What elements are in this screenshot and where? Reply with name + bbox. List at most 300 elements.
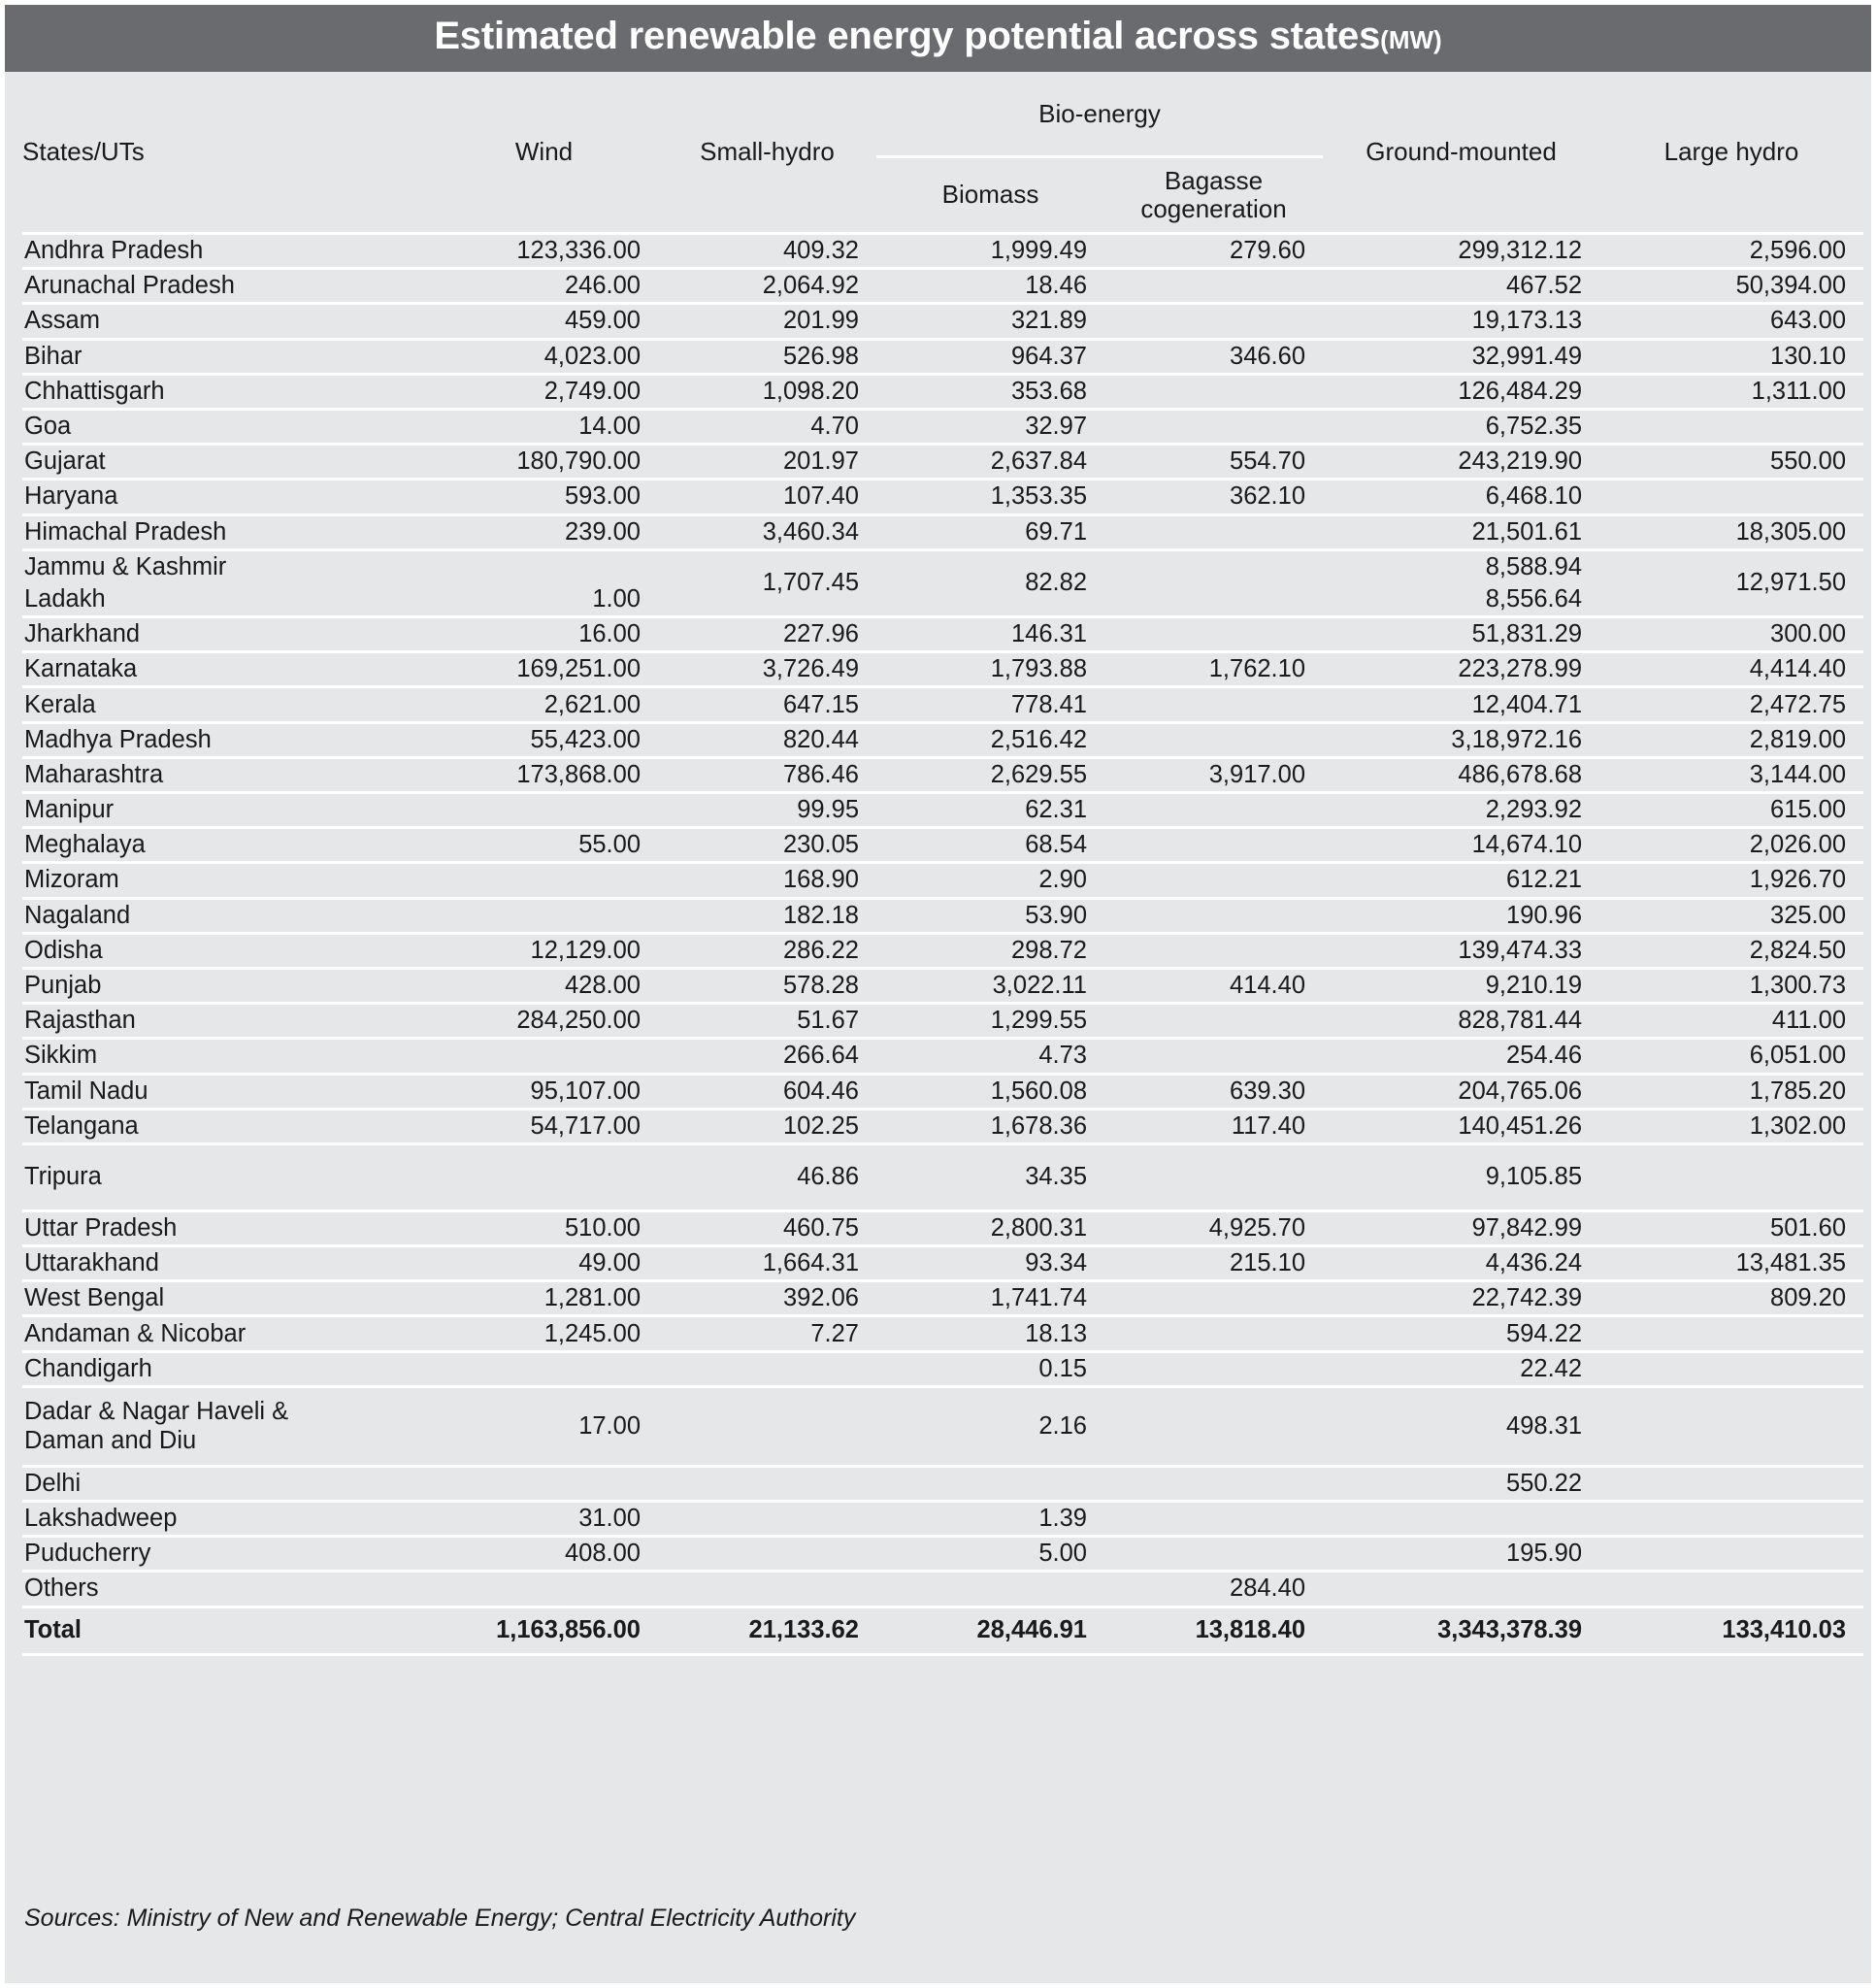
- cell-biomass: 146.31: [876, 617, 1104, 652]
- cell-ground-mounted: 8,588.94: [1485, 552, 1583, 580]
- cell-state: Jharkhand: [22, 617, 430, 652]
- cell-biomass: 69.71: [876, 514, 1104, 549]
- cell-state: Tamil Nadu: [22, 1074, 430, 1109]
- cell-small-hydro: 604.46: [658, 1074, 876, 1109]
- cell-biomass: 1,999.49: [876, 235, 1104, 269]
- cell-biomass: 1,678.36: [876, 1109, 1104, 1143]
- cell-ground-mounted: 139,474.33: [1323, 933, 1599, 968]
- table-row: [22, 339, 1863, 374]
- source-note: Sources: Ministry of New and Renewable Energy; Central Electricity Authority: [24, 1905, 856, 1932]
- cell-large-hydro: 4,414.40: [1599, 652, 1863, 687]
- cell-bagasse: [1104, 1466, 1323, 1501]
- cell-large-hydro: 325.00: [1599, 898, 1863, 933]
- cell-state: Jammu & Kashmir: [24, 552, 227, 580]
- cell-large-hydro: 50,394.00: [1599, 269, 1863, 304]
- cell-wind: 173,868.00: [430, 757, 658, 792]
- cell-large-hydro: 1,300.73: [1599, 968, 1863, 1003]
- cell-bagasse: [1104, 549, 1323, 583]
- cell-total-wind: 1,163,856.00: [430, 1607, 658, 1654]
- cell-bagasse: [1104, 1281, 1323, 1316]
- cell-state: Gujarat: [22, 445, 430, 480]
- table-row: [22, 549, 1863, 583]
- cell-bagasse: 639.30: [1104, 1074, 1323, 1109]
- cell-wind: 55.00: [430, 828, 658, 863]
- cell-small-hydro: 51.67: [658, 1004, 876, 1039]
- cell-biomass: 1,353.35: [876, 480, 1104, 514]
- table-row: [22, 1316, 1863, 1351]
- cell-large-hydro: 501.60: [1599, 1210, 1863, 1245]
- cell-bagasse: [1104, 1143, 1323, 1210]
- cell-biomass: 321.89: [876, 304, 1104, 339]
- table-row: [22, 1004, 1863, 1039]
- cell-state: Bihar: [22, 339, 430, 374]
- cell-state: Haryana: [22, 480, 430, 514]
- cell-state: Telangana: [22, 1109, 430, 1143]
- cell-biomass: 1.39: [876, 1502, 1104, 1537]
- cell-wind: 459.00: [430, 304, 658, 339]
- cell-bagasse: [1104, 1386, 1323, 1466]
- cell-state: Kerala: [22, 687, 430, 722]
- cell-state: West Bengal: [22, 1281, 430, 1316]
- cell-biomass: 18.13: [876, 1316, 1104, 1351]
- cell-ground-mounted: 19,173.13: [1323, 304, 1599, 339]
- cell-state: Puducherry: [22, 1537, 430, 1572]
- cell-large-hydro: [1599, 1466, 1863, 1501]
- cell-ground-mounted: 486,678.68: [1323, 757, 1599, 792]
- cell-wind: 408.00: [430, 1537, 658, 1572]
- cell-total-bagasse: 13,818.40: [1104, 1607, 1323, 1654]
- cell-small-hydro: 460.75: [658, 1210, 876, 1245]
- cell-wind: [430, 1572, 658, 1607]
- cell-state: Maharashtra: [22, 757, 430, 792]
- cell-bagasse: 215.10: [1104, 1246, 1323, 1281]
- cell-state: Dadar & Nagar Haveli & Daman and Diu: [22, 1386, 430, 1466]
- cell-ground-mounted: 828,781.44: [1323, 1004, 1599, 1039]
- cell-ground-mounted: 6,468.10: [1323, 480, 1599, 514]
- cell-large-hydro: [1599, 1537, 1863, 1572]
- column-header-ground-mounted: Ground-mounted: [1366, 137, 1557, 166]
- cell-small-hydro: [658, 1386, 876, 1466]
- cell-small-hydro: 107.40: [658, 480, 876, 514]
- cell-large-hydro: 2,026.00: [1599, 828, 1863, 863]
- cell-wind: 2,749.00: [430, 374, 658, 409]
- cell-wind: [430, 898, 658, 933]
- cell-large-hydro: [1599, 480, 1863, 514]
- cell-wind: 31.00: [430, 1502, 658, 1537]
- cell-bagasse: 284.40: [1104, 1572, 1323, 1607]
- cell-state: Chhattisgarh: [22, 374, 430, 409]
- column-header-bagasse: Bagasse cogeneration: [1140, 165, 1287, 223]
- cell-small-hydro: [658, 1572, 876, 1607]
- cell-wind: [430, 1351, 658, 1386]
- cell-large-hydro: [1599, 1386, 1863, 1466]
- cell-small-hydro: 1,098.20: [658, 374, 876, 409]
- cell-wind: 55,423.00: [430, 722, 658, 757]
- cell-wind: [430, 793, 658, 828]
- cell-small-hydro: 102.25: [658, 1109, 876, 1143]
- cell-ground-mounted: 3,18,972.16: [1323, 722, 1599, 757]
- cell-wind: [430, 1039, 658, 1074]
- table-row: [22, 1246, 1863, 1281]
- cell-small-hydro: 46.86: [658, 1143, 876, 1210]
- cell-ground-mounted: 223,278.99: [1323, 652, 1599, 687]
- cell-biomass: 82.82: [876, 549, 1104, 616]
- column-header-wind: Wind: [514, 137, 574, 166]
- cell-biomass: 2,629.55: [876, 757, 1104, 792]
- table-row: [22, 269, 1863, 304]
- cell-total-ground-mounted: 3,343,378.39: [1323, 1607, 1599, 1654]
- table-row: [22, 652, 1863, 687]
- cell-bagasse: [1104, 374, 1323, 409]
- cell-large-hydro: [1599, 1316, 1863, 1351]
- cell-bagasse: [1104, 617, 1323, 652]
- cell-wind: 54,717.00: [430, 1109, 658, 1143]
- cell-state: Tripura: [22, 1143, 430, 1210]
- cell-large-hydro: 1,926.70: [1599, 863, 1863, 898]
- cell-biomass: 2.90: [876, 863, 1104, 898]
- cell-ground-mounted: 12,404.71: [1323, 687, 1599, 722]
- cell-small-hydro: [658, 1466, 876, 1501]
- cell-biomass: 1,741.74: [876, 1281, 1104, 1316]
- cell-state: Himachal Pradesh: [22, 514, 430, 549]
- cell-large-hydro: 1,785.20: [1599, 1074, 1863, 1109]
- cell-wind: 14.00: [430, 409, 658, 444]
- table-body: [22, 235, 1863, 1654]
- cell-biomass: 778.41: [876, 687, 1104, 722]
- cell-wind: 1,281.00: [430, 1281, 658, 1316]
- cell-bagasse: [1104, 583, 1323, 617]
- cell-state: Sikkim: [22, 1039, 430, 1074]
- cell-small-hydro: 4.70: [658, 409, 876, 444]
- cell-wind: [430, 1466, 658, 1501]
- cell-large-hydro: 550.00: [1599, 445, 1863, 480]
- cell-biomass: 4.73: [876, 1039, 1104, 1074]
- cell-large-hydro: 2,472.75: [1599, 687, 1863, 722]
- column-header-small-hydro: Small-hydro: [700, 137, 835, 166]
- cell-bagasse: [1104, 863, 1323, 898]
- cell-small-hydro: 286.22: [658, 933, 876, 968]
- table-row: [22, 1386, 1863, 1466]
- cell-wind: 17.00: [430, 1386, 658, 1466]
- cell-ground-mounted: [1323, 1502, 1599, 1537]
- cell-bagasse: [1104, 409, 1323, 444]
- table-header: [22, 72, 1863, 235]
- cell-wind: 2,621.00: [430, 687, 658, 722]
- cell-ground-mounted: 299,312.12: [1323, 235, 1599, 269]
- cell-biomass: 93.34: [876, 1246, 1104, 1281]
- table-row: [22, 722, 1863, 757]
- cell-biomass: 2,800.31: [876, 1210, 1104, 1245]
- cell-large-hydro: 809.20: [1599, 1281, 1863, 1316]
- table-row: [22, 1281, 1863, 1316]
- cell-biomass: 68.54: [876, 828, 1104, 863]
- cell-state: Rajasthan: [22, 1004, 430, 1039]
- cell-ground-mounted: 6,752.35: [1323, 409, 1599, 444]
- cell-state: Punjab: [22, 968, 430, 1003]
- cell-small-hydro: 266.64: [658, 1039, 876, 1074]
- cell-state: Andaman & Nicobar: [22, 1316, 430, 1351]
- table-row: [22, 898, 1863, 933]
- cell-state: Arunachal Pradesh: [22, 269, 430, 304]
- cell-biomass: 53.90: [876, 898, 1104, 933]
- cell-ground-mounted: 21,501.61: [1323, 514, 1599, 549]
- cell-large-hydro: 13,481.35: [1599, 1246, 1863, 1281]
- cell-large-hydro: [1599, 1572, 1863, 1607]
- cell-bagasse: [1104, 269, 1323, 304]
- cell-biomass: 353.68: [876, 374, 1104, 409]
- cell-ground-mounted: 9,210.19: [1323, 968, 1599, 1003]
- table-row: [22, 1537, 1863, 1572]
- cell-small-hydro: 526.98: [658, 339, 876, 374]
- cell-large-hydro: 411.00: [1599, 1004, 1863, 1039]
- cell-wind: 123,336.00: [430, 235, 658, 269]
- cell-wind: 593.00: [430, 480, 658, 514]
- cell-small-hydro: [658, 1502, 876, 1537]
- cell-large-hydro: 18,305.00: [1599, 514, 1863, 549]
- cell-wind: [430, 549, 658, 583]
- cell-bagasse: [1104, 1004, 1323, 1039]
- cell-wind: 169,251.00: [430, 652, 658, 687]
- cell-ground-mounted: 8,556.64: [1323, 583, 1599, 617]
- cell-state: Delhi: [22, 1466, 430, 1501]
- column-header-state: States/UTs: [22, 137, 145, 166]
- cell-bagasse: 346.60: [1104, 339, 1323, 374]
- cell-wind: 428.00: [430, 968, 658, 1003]
- cell-wind: [430, 863, 658, 898]
- table-row: [22, 828, 1863, 863]
- cell-wind: 1,245.00: [430, 1316, 658, 1351]
- cell-small-hydro: 820.44: [658, 722, 876, 757]
- cell-total-label: Total: [22, 1607, 430, 1654]
- table-row: [22, 1466, 1863, 1501]
- cell-wind: [430, 1143, 658, 1210]
- cell-biomass: 62.31: [876, 793, 1104, 828]
- cell-state: Mizoram: [22, 863, 430, 898]
- cell-small-hydro: 2,064.92: [658, 269, 876, 304]
- cell-biomass: 3,022.11: [876, 968, 1104, 1003]
- cell-wind: 4,023.00: [430, 339, 658, 374]
- cell-state: Andhra Pradesh: [22, 235, 430, 269]
- cell-small-hydro: [658, 1537, 876, 1572]
- figure-title-unit: (MW): [1380, 25, 1442, 54]
- cell-state: Uttarakhand: [22, 1246, 430, 1281]
- cell-ground-mounted: 467.52: [1323, 269, 1599, 304]
- table-row: [22, 445, 1863, 480]
- cell-large-hydro: 6,051.00: [1599, 1039, 1863, 1074]
- column-header-biomass: Biomass: [941, 180, 1039, 210]
- cell-state: Madhya Pradesh: [22, 722, 430, 757]
- cell-large-hydro: 1,302.00: [1599, 1109, 1863, 1143]
- table-row: [22, 514, 1863, 549]
- cell-ground-mounted: 612.21: [1323, 863, 1599, 898]
- table-row: [22, 1109, 1863, 1143]
- cell-small-hydro: 578.28: [658, 968, 876, 1003]
- cell-bagasse: [1104, 793, 1323, 828]
- table-container: [5, 72, 1871, 1883]
- cell-small-hydro: 168.90: [658, 863, 876, 898]
- cell-ground-mounted: 550.22: [1323, 1466, 1599, 1501]
- cell-bagasse: [1104, 933, 1323, 968]
- cell-ground-mounted: 243,219.90: [1323, 445, 1599, 480]
- table-total-row: [22, 1607, 1863, 1654]
- cell-wind: 510.00: [430, 1210, 658, 1245]
- cell-bagasse: [1104, 1502, 1323, 1537]
- cell-total-large-hydro: 133,410.03: [1599, 1607, 1863, 1654]
- header-row-primary: [22, 72, 1863, 157]
- cell-state: Ladakh: [22, 583, 430, 617]
- cell-ground-mounted: 190.96: [1323, 898, 1599, 933]
- cell-small-hydro: 647.15: [658, 687, 876, 722]
- cell-biomass: 964.37: [876, 339, 1104, 374]
- table-row: [22, 863, 1863, 898]
- cell-biomass: 32.97: [876, 409, 1104, 444]
- cell-bagasse: [1104, 514, 1323, 549]
- cell-state: Assam: [22, 304, 430, 339]
- cell-bagasse: 279.60: [1104, 235, 1323, 269]
- cell-bagasse: 414.40: [1104, 968, 1323, 1003]
- cell-ground-mounted: 594.22: [1323, 1316, 1599, 1351]
- cell-small-hydro: 230.05: [658, 828, 876, 863]
- cell-large-hydro: 3,144.00: [1599, 757, 1863, 792]
- renewable-potential-table: [22, 72, 1863, 1656]
- cell-small-hydro: 201.99: [658, 304, 876, 339]
- cell-bagasse: 117.40: [1104, 1109, 1323, 1143]
- cell-biomass: 5.00: [876, 1537, 1104, 1572]
- cell-state: Karnataka: [22, 652, 430, 687]
- cell-total-biomass: 28,446.91: [876, 1607, 1104, 1654]
- cell-wind: 16.00: [430, 617, 658, 652]
- cell-small-hydro: 227.96: [658, 617, 876, 652]
- table-row: [22, 480, 1863, 514]
- cell-ground-mounted: 97,842.99: [1323, 1210, 1599, 1245]
- column-header-large-hydro: Large hydro: [1663, 137, 1799, 166]
- cell-small-hydro: 7.27: [658, 1316, 876, 1351]
- cell-small-hydro: 392.06: [658, 1281, 876, 1316]
- cell-ground-mounted: 140,451.26: [1323, 1109, 1599, 1143]
- table-row: [22, 687, 1863, 722]
- cell-large-hydro: 12,971.50: [1599, 549, 1863, 616]
- table-row: [22, 374, 1863, 409]
- cell-large-hydro: [1599, 1143, 1863, 1210]
- cell-small-hydro: 1,664.31: [658, 1246, 876, 1281]
- table-row: [22, 1572, 1863, 1607]
- cell-bagasse: 1,762.10: [1104, 652, 1323, 687]
- table-row: [22, 1039, 1863, 1074]
- cell-ground-mounted: 22.42: [1323, 1351, 1599, 1386]
- cell-small-hydro: 786.46: [658, 757, 876, 792]
- cell-bagasse: [1104, 687, 1323, 722]
- cell-bagasse: [1104, 1039, 1323, 1074]
- cell-biomass: 34.35: [876, 1143, 1104, 1210]
- figure-title: Estimated renewable energy potential across states: [434, 15, 1381, 57]
- cell-ground-mounted: 14,674.10: [1323, 828, 1599, 863]
- cell-bagasse: [1104, 1537, 1323, 1572]
- cell-large-hydro: [1599, 1502, 1863, 1537]
- cell-large-hydro: 2,819.00: [1599, 722, 1863, 757]
- cell-ground-mounted: 254.46: [1323, 1039, 1599, 1074]
- cell-large-hydro: 300.00: [1599, 617, 1863, 652]
- figure-bottom-spacer: [5, 1933, 1871, 1983]
- cell-large-hydro: 130.10: [1599, 339, 1863, 374]
- table-row: [22, 757, 1863, 792]
- cell-biomass: 18.46: [876, 269, 1104, 304]
- table-row: [22, 617, 1863, 652]
- table-row: [22, 968, 1863, 1003]
- cell-ground-mounted: 126,484.29: [1323, 374, 1599, 409]
- table-row: [22, 933, 1863, 968]
- cell-small-hydro: 99.95: [658, 793, 876, 828]
- cell-ground-mounted: 51,831.29: [1323, 617, 1599, 652]
- cell-bagasse: [1104, 898, 1323, 933]
- cell-large-hydro: 2,824.50: [1599, 933, 1863, 968]
- cell-state: Others: [22, 1572, 430, 1607]
- table-row: [22, 1210, 1863, 1245]
- cell-biomass: 2,516.42: [876, 722, 1104, 757]
- cell-bagasse: [1104, 828, 1323, 863]
- cell-state: Manipur: [22, 793, 430, 828]
- table-row: [22, 1143, 1863, 1210]
- cell-wind: 49.00: [430, 1246, 658, 1281]
- table-row: [22, 409, 1863, 444]
- table-row: [22, 304, 1863, 339]
- table-row: [22, 793, 1863, 828]
- cell-small-hydro: 3,460.34: [658, 514, 876, 549]
- cell-ground-mounted: 498.31: [1323, 1386, 1599, 1466]
- cell-biomass: [876, 1466, 1104, 1501]
- cell-ground-mounted: 204,765.06: [1323, 1074, 1599, 1109]
- column-header-bio-energy: Bio-energy: [876, 72, 1323, 157]
- cell-wind: 95,107.00: [430, 1074, 658, 1109]
- table-row: [22, 1502, 1863, 1537]
- cell-biomass: [876, 1572, 1104, 1607]
- cell-wind: 180,790.00: [430, 445, 658, 480]
- cell-bagasse: [1104, 1316, 1323, 1351]
- cell-wind: 239.00: [430, 514, 658, 549]
- cell-biomass: 1,793.88: [876, 652, 1104, 687]
- cell-biomass: 298.72: [876, 933, 1104, 968]
- cell-large-hydro: [1599, 1351, 1863, 1386]
- cell-bagasse: 362.10: [1104, 480, 1323, 514]
- cell-large-hydro: 2,596.00: [1599, 235, 1863, 269]
- cell-large-hydro: [1599, 409, 1863, 444]
- cell-total-small-hydro: 21,133.62: [658, 1607, 876, 1654]
- cell-bagasse: [1104, 1351, 1323, 1386]
- cell-large-hydro: 1,311.00: [1599, 374, 1863, 409]
- cell-bagasse: 4,925.70: [1104, 1210, 1323, 1245]
- cell-wind: 246.00: [430, 269, 658, 304]
- cell-ground-mounted: 32,991.49: [1323, 339, 1599, 374]
- cell-large-hydro: 615.00: [1599, 793, 1863, 828]
- cell-small-hydro: 409.32: [658, 235, 876, 269]
- cell-biomass: 1,560.08: [876, 1074, 1104, 1109]
- table-row: [22, 1074, 1863, 1109]
- cell-ground-mounted: 4,436.24: [1323, 1246, 1599, 1281]
- cell-small-hydro: 201.97: [658, 445, 876, 480]
- cell-state: Uttar Pradesh: [22, 1210, 430, 1245]
- cell-ground-mounted: 9,105.85: [1323, 1143, 1599, 1210]
- cell-state: Chandigarh: [22, 1351, 430, 1386]
- cell-small-hydro: [658, 1351, 876, 1386]
- cell-ground-mounted: 22,742.39: [1323, 1281, 1599, 1316]
- cell-biomass: 2,637.84: [876, 445, 1104, 480]
- cell-small-hydro: 1,707.45: [658, 549, 876, 616]
- cell-small-hydro: 182.18: [658, 898, 876, 933]
- cell-ground-mounted: 2,293.92: [1323, 793, 1599, 828]
- cell-state: Lakshadweep: [22, 1502, 430, 1537]
- cell-ground-mounted: 195.90: [1323, 1537, 1599, 1572]
- cell-state: Nagaland: [22, 898, 430, 933]
- cell-small-hydro: 3,726.49: [658, 652, 876, 687]
